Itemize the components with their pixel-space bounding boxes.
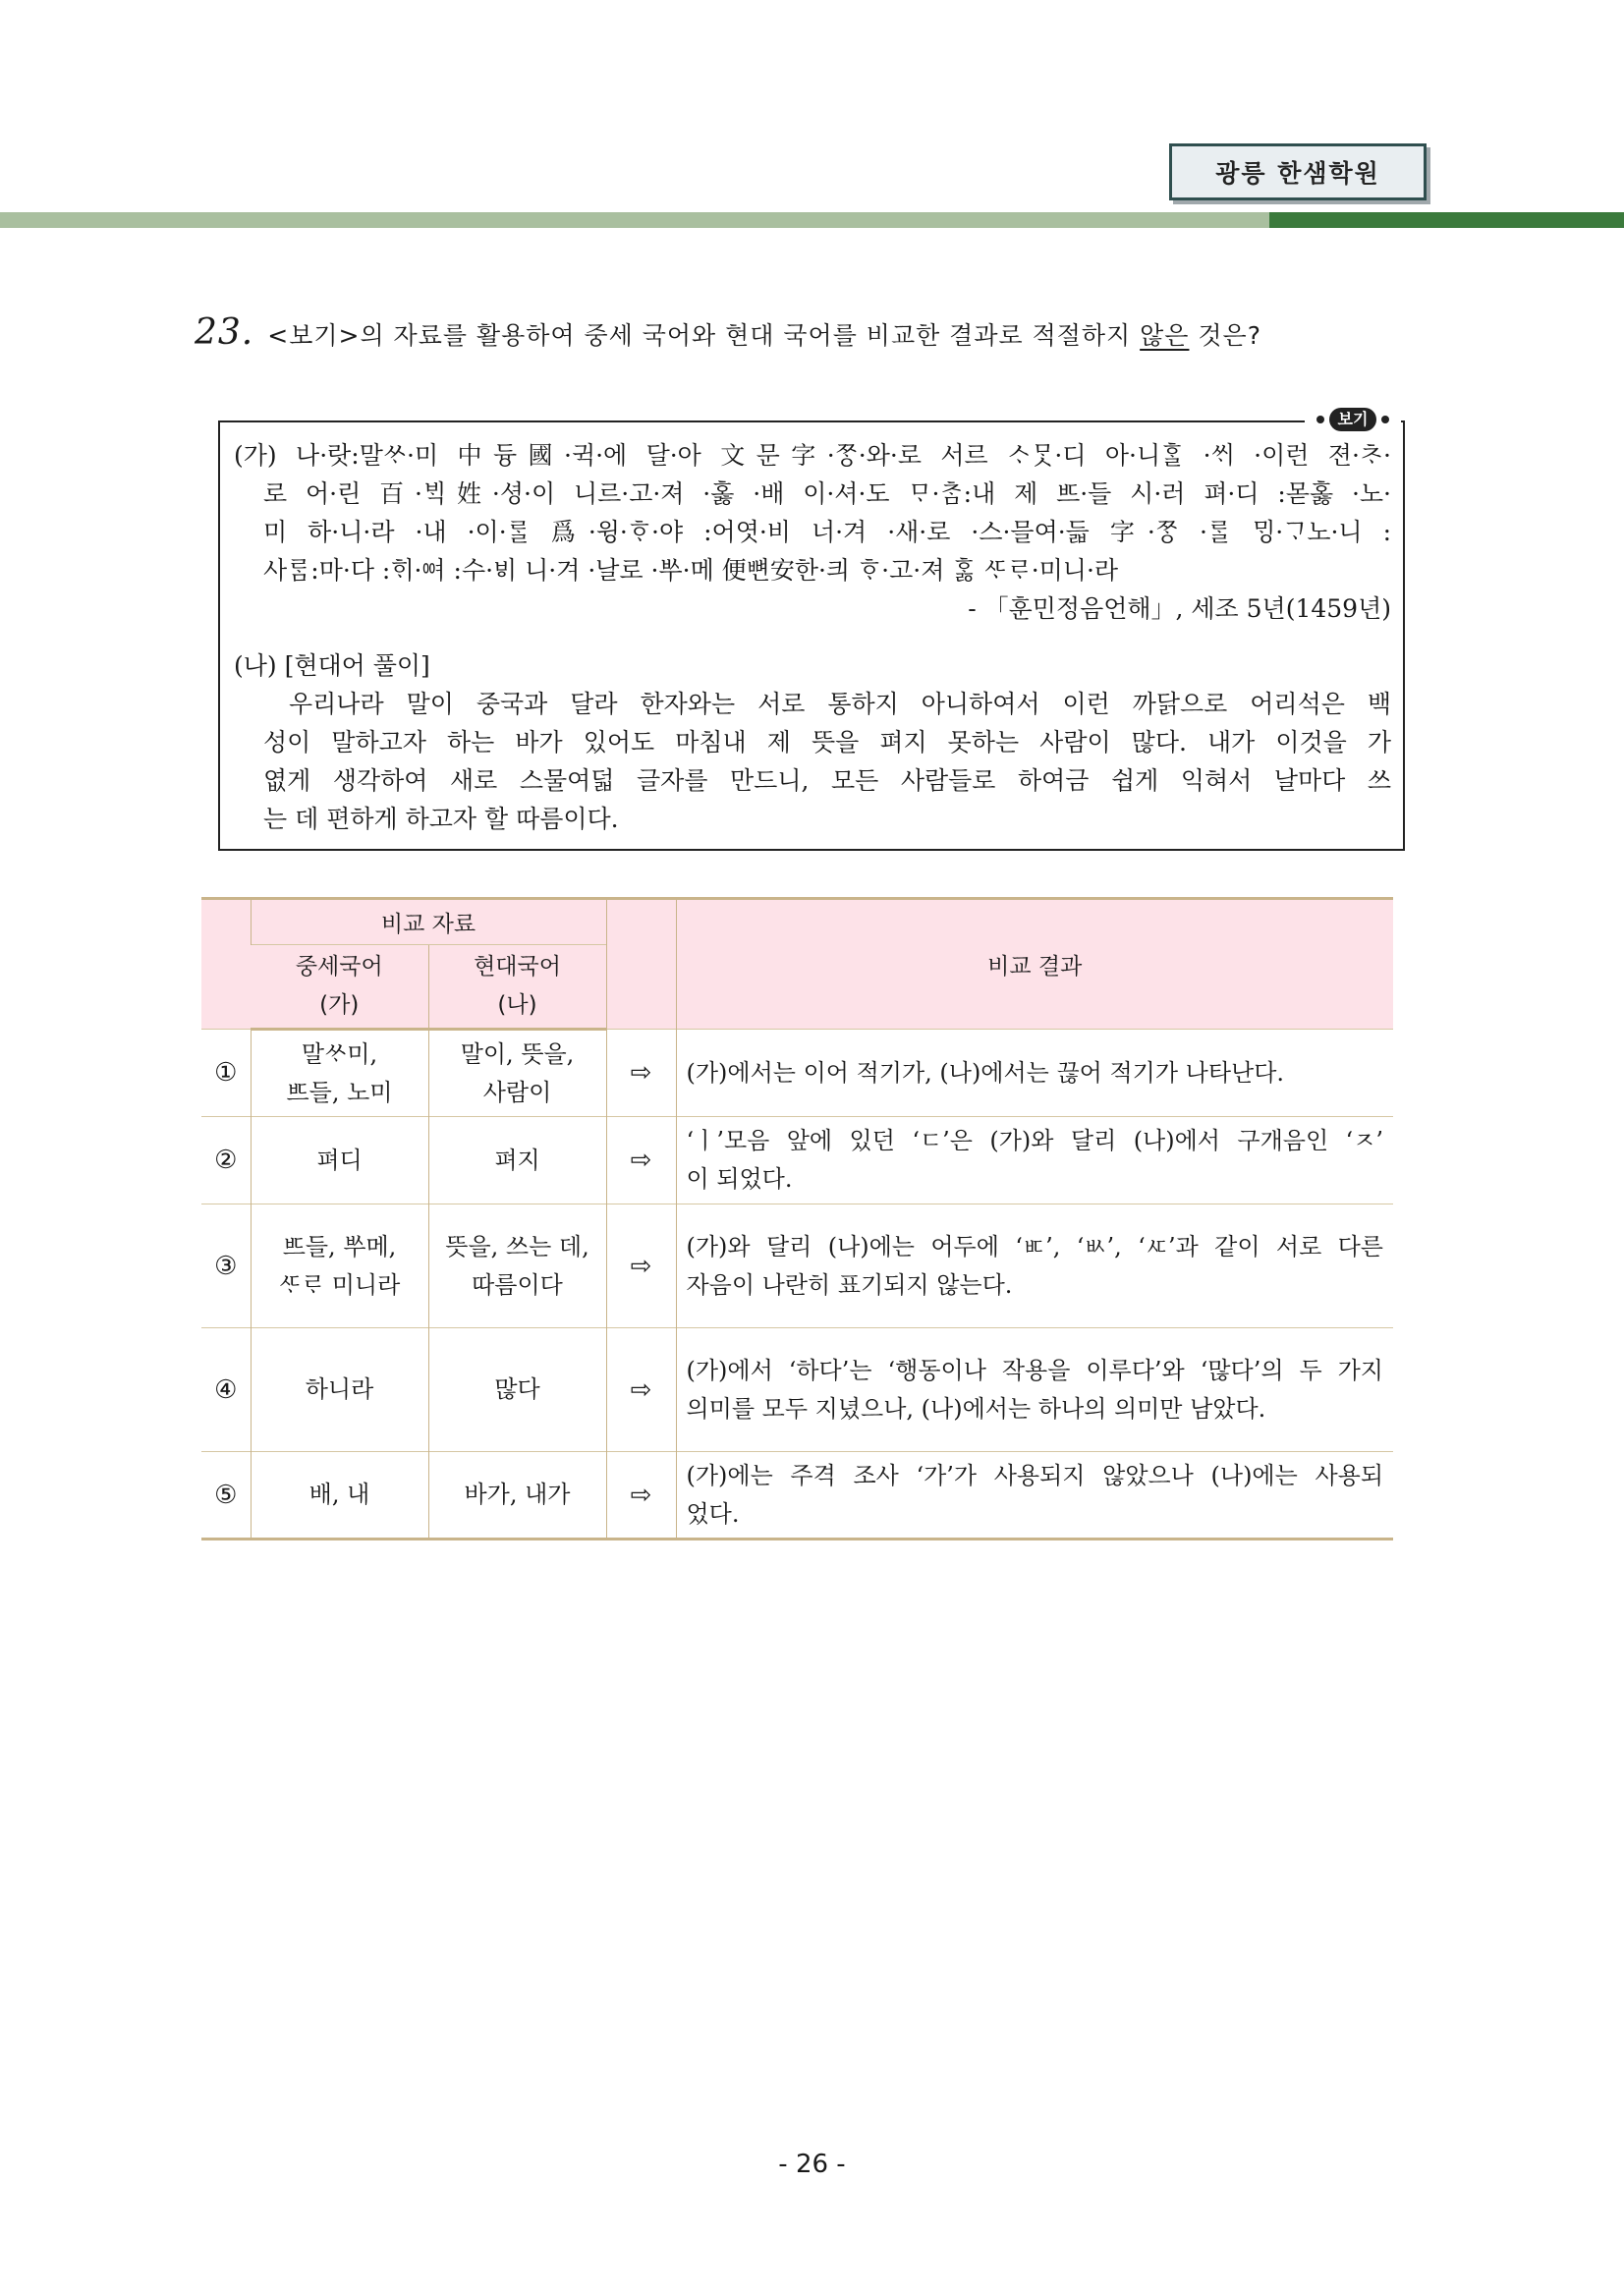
result-cell	[676, 1452, 1393, 1540]
result-line: (가)에서는 이어 적기가, (나)에서는 끊어 적기가 나타난다.	[686, 1058, 1285, 1087]
arrow-icon: ⇨	[606, 1204, 676, 1328]
table-row	[201, 1328, 1393, 1452]
question-text	[267, 316, 1261, 352]
result-line: (가)와 달리 (나)에는 어두에 ‘ㅳ’, ‘ㅄ’, ‘ㅼ’과 같이 서로 다른	[686, 1232, 1383, 1260]
cell-line: 말이, 뜻을,	[460, 1039, 575, 1068]
cell-line: 바가, 내가	[464, 1481, 571, 1508]
result-line: 었다.	[686, 1499, 740, 1528]
comparison-table	[201, 897, 1393, 1540]
choice-number: ④	[201, 1328, 251, 1452]
table-row	[201, 1117, 1393, 1204]
cell-line: 많다	[494, 1375, 540, 1403]
question-text-before: <보기>의 자료를 활용하여 중세 국어와 현대 국어를 비교한 결과로 적절하지	[267, 321, 1141, 350]
header-modern-korean-label: 현대국어	[474, 954, 561, 980]
result-cell	[676, 1117, 1393, 1204]
arrow-icon: ⇨	[606, 1117, 676, 1204]
question-text-after: 것은?	[1189, 321, 1261, 350]
header-result: 비교 결과	[676, 899, 1393, 1030]
table-header-row	[201, 899, 1393, 945]
question-23	[195, 312, 1472, 353]
header-modern-korean-ref: (나)	[497, 992, 537, 1018]
passage-ga-line: 사ᄅᆞᆷ:마·다 :ᄒᆡ·ᅇᅧ :수·ᄫᅵ 니·겨 ·날로 ·ᄡᅮ·메 便뼌安한·킈 ᄒᆞ·고·져 ᄒᆞᇙ ᄯᆞᄅᆞ·미니·라	[263, 556, 1119, 585]
bogi-dot-icon	[1381, 416, 1389, 423]
cell-line: ᄯᆞᄅᆞ 미니라	[278, 1270, 401, 1299]
page-number: - 26 -	[778, 2150, 846, 2179]
cell-line: 뜻을, 쓰는 데,	[445, 1232, 589, 1260]
result-cell	[676, 1328, 1393, 1452]
middle-korean-cell	[251, 1117, 428, 1204]
modern-korean-cell	[428, 1328, 606, 1452]
header-bar-light	[0, 212, 1269, 228]
result-line: (가)에는 주격 조사 ‘가’가 사용되지 않았으나 (나)에는 사용되	[686, 1461, 1383, 1489]
modern-korean-cell	[428, 1452, 606, 1540]
passage-na-line: 우리나라 말이 중국과 달라 한자와는 서로 통하지 아니하여서 이런 까닭으로 어리석은 백	[289, 690, 1391, 718]
header-middle-korean-label: 중세국어	[295, 954, 383, 980]
cell-line: ᄠᅳ들, 노미	[286, 1078, 393, 1106]
logo-text: 광릉 한샘학원	[1215, 159, 1380, 188]
result-line: 의미를 모두 지녔으나, (나)에서는 하나의 의미만 남았다.	[686, 1394, 1266, 1423]
middle-korean-cell	[251, 1328, 428, 1452]
cell-line: 사람이	[482, 1078, 552, 1106]
cell-line: 펴지	[494, 1146, 540, 1174]
arrow-icon: ⇨	[606, 1030, 676, 1117]
middle-korean-cell	[251, 1030, 428, 1117]
result-cell	[676, 1030, 1393, 1117]
bogi-label: 보기	[1329, 408, 1377, 431]
question-number: 23.	[195, 312, 254, 353]
passage-ga-line: 로 어·린 百·ᄇᆡᆨ姓·셩·이 니르·고·져 ·홇 ·배 이·셔·도 ᄆᆞ·ᄎᆞᆷ:내 제 ᄠᅳ·들 시·러 펴·디 :몯홇 ·노·	[263, 479, 1391, 508]
passage-source: - 「훈민정음언해」, 세조 5년(1459년)	[968, 594, 1391, 623]
result-cell	[676, 1204, 1393, 1328]
passage-ga-line: 미 하·니·라 ·내 ·이·ᄅᆞᆯ 爲·윙·ᄒᆞ·야 :어엿·비 너·겨 ·새·로 ·스·믈여·듧 字·ᄍᆞᆼ ·ᄅᆞᆯ ᄆᆡᆼ·ᄀᆞ노·니 :	[263, 518, 1391, 546]
header-num-blank	[201, 899, 251, 1030]
modern-korean-cell	[428, 1117, 606, 1204]
header-middle-korean-ref: (가)	[319, 992, 360, 1018]
passage-ga-line: (가) 나·랏:말ᄊᆞ·미 中듕國·귁·에 달·아 文문字·ᄍᆞᆼ·와·로 서르 ᄉᆞᄆᆞᆺ·디 아·니ᄒᆞᆯ ·ᄊᆡ ·이런 젼·ᄎᆞ·	[234, 441, 1391, 470]
cell-line: 배, 내	[308, 1481, 370, 1508]
cell-line: 말ᄊᆞ미,	[301, 1039, 378, 1068]
cell-line: 펴디	[316, 1146, 363, 1174]
table-row	[201, 1030, 1393, 1117]
choice-number: ⑤	[201, 1452, 251, 1540]
table-row	[201, 1204, 1393, 1328]
modern-korean-cell	[428, 1204, 606, 1328]
header-comparison-data: 비교 자료	[251, 899, 606, 945]
result-line: (가)에서 ‘하다’는 ‘행동이나 작용을 이루다’와 ‘많다’의 두 가지	[686, 1356, 1383, 1384]
choice-number: ②	[201, 1117, 251, 1204]
result-line: 이 되었다.	[686, 1165, 793, 1193]
modern-korean-cell	[428, 1030, 606, 1117]
passage-ga	[234, 436, 1391, 628]
choice-number: ③	[201, 1204, 251, 1328]
bogi-dot-icon	[1316, 416, 1324, 423]
middle-korean-cell	[251, 1204, 428, 1328]
table-row	[201, 1452, 1393, 1540]
result-line: ‘ㅣ’모음 앞에 있던 ‘ㄷ’은 (가)와 달리 (나)에서 구개음인 ‘ㅈ’	[686, 1127, 1383, 1154]
cell-line: 하니라	[305, 1375, 374, 1403]
passage-na-line: 엾게 생각하여 새로 스물여덟 글자를 만드니, 모든 사람들로 하여금 쉽게 익혀서 날마다 쓰	[263, 766, 1391, 795]
cell-line: ᄠᅳ들, ᄡᅮ메,	[282, 1232, 397, 1260]
header-middle-korean	[251, 945, 428, 1030]
passage-na-title: (나) [현대어 풀이]	[234, 651, 430, 680]
cell-line: 따름이다	[472, 1270, 563, 1299]
middle-korean-cell	[251, 1452, 428, 1540]
arrow-icon: ⇨	[606, 1452, 676, 1540]
passage-na-line: 는 데 편하게 하고자 할 따름이다.	[263, 805, 619, 833]
bogi-tag	[1305, 405, 1401, 434]
passage-na-line: 성이 말하고자 하는 바가 있어도 마침내 제 뜻을 펴지 못하는 사람이 많다. 내가 이것을 가	[263, 728, 1391, 756]
header-arrow-blank	[606, 899, 676, 1030]
header-modern-korean	[428, 945, 606, 1030]
academy-logo	[1169, 143, 1427, 200]
result-line: 자음이 나란히 표기되지 않는다.	[686, 1270, 1013, 1299]
arrow-icon: ⇨	[606, 1328, 676, 1452]
choice-number: ①	[201, 1030, 251, 1117]
question-underlined: 않은	[1140, 321, 1190, 350]
header-bar-dark	[1269, 212, 1624, 228]
passage-na	[234, 646, 1391, 838]
